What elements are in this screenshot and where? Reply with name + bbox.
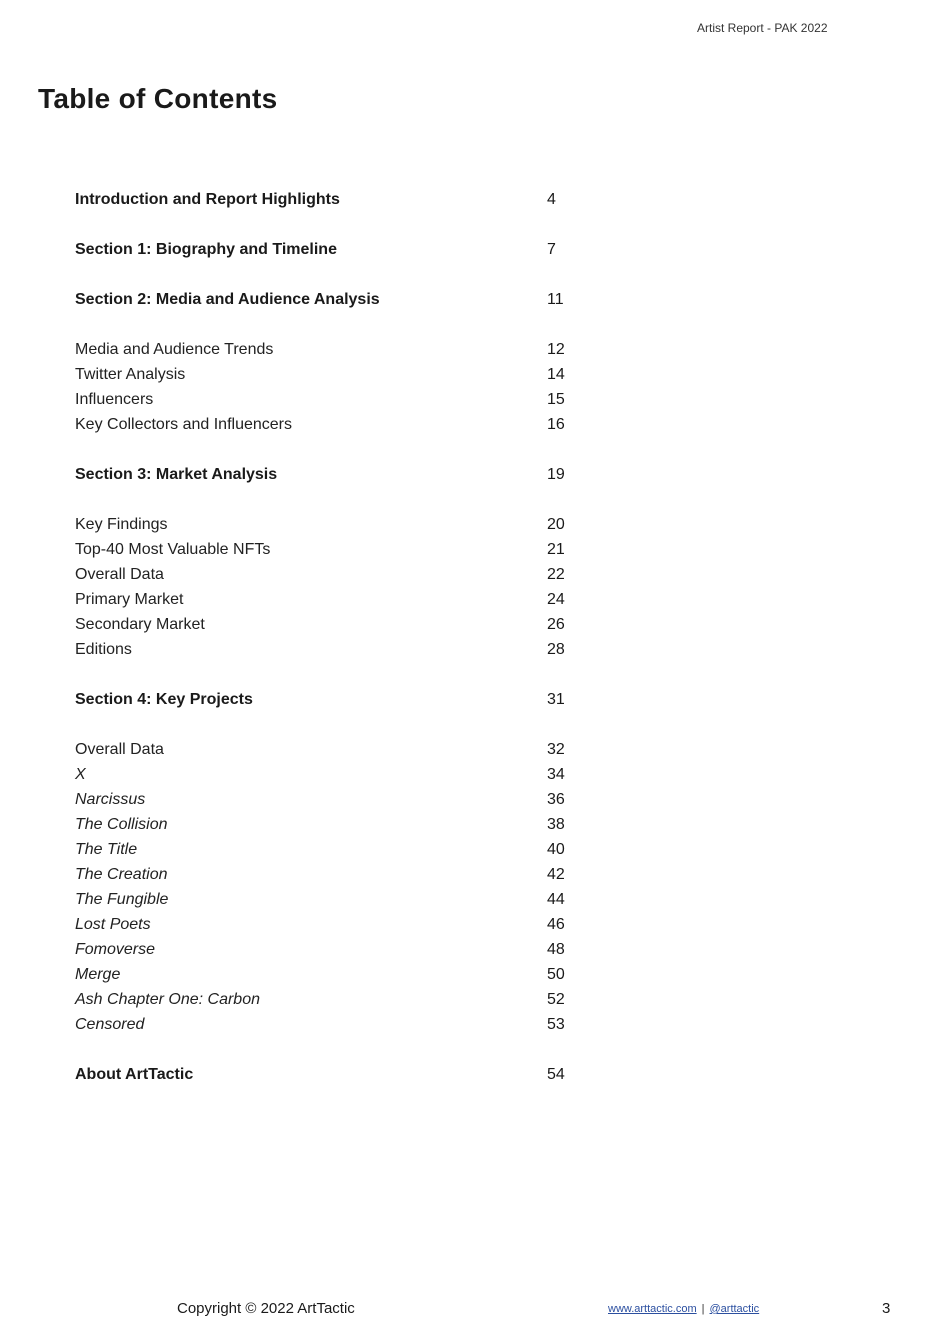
footer-separator: | xyxy=(701,1303,705,1315)
website-link[interactable]: www.arttactic.com xyxy=(608,1303,697,1315)
toc-entry-page: 4 xyxy=(547,191,556,208)
toc-entry-about-arttactic[interactable] xyxy=(75,1064,595,1089)
toc-entry-the-collision[interactable] xyxy=(75,814,595,839)
toc-entry-page: 46 xyxy=(547,916,565,933)
toc-entry-page: 52 xyxy=(547,991,565,1008)
toc-entry-label: Media and Audience Trends xyxy=(75,341,274,358)
toc-entry-label: Influencers xyxy=(75,391,154,408)
toc-entry-page: 12 xyxy=(547,341,565,358)
toc-entry-top-40[interactable] xyxy=(75,539,595,564)
toc-entry-section-3[interactable] xyxy=(75,464,595,489)
toc-entry-label: Secondary Market xyxy=(75,616,205,633)
toc-entry-overall-data-projects[interactable] xyxy=(75,739,595,764)
toc-entry-page: 40 xyxy=(547,841,565,858)
toc-entry-label: The Fungible xyxy=(75,891,169,908)
toc-entry-page: 42 xyxy=(547,866,565,883)
footer-links xyxy=(608,1303,759,1315)
toc-entry-label: Overall Data xyxy=(75,741,164,758)
toc-entry-label: Key Findings xyxy=(75,516,168,533)
toc-entry-label: Introduction and Report Highlights xyxy=(75,191,340,208)
toc-entry-section-2[interactable] xyxy=(75,289,595,314)
toc-entry-page: 20 xyxy=(547,516,565,533)
running-header: Artist Report - PAK 2022 xyxy=(697,21,828,35)
toc-entry-editions[interactable] xyxy=(75,639,595,664)
toc-entry-section-1[interactable] xyxy=(75,239,595,264)
toc-entry-label: Narcissus xyxy=(75,791,146,808)
toc-entry-page: 11 xyxy=(547,291,564,308)
toc-entry-fomoverse[interactable] xyxy=(75,939,595,964)
toc-entry-page: 48 xyxy=(547,941,565,958)
toc-entry-label: About ArtTactic xyxy=(75,1066,194,1083)
toc-entry-page: 53 xyxy=(547,1016,565,1033)
toc-entry-page: 36 xyxy=(547,791,565,808)
toc-entry-label: Section 2: Media and Audience Analysis xyxy=(75,291,380,308)
toc-entry-narcissus[interactable] xyxy=(75,789,595,814)
toc-entry-label: Top-40 Most Valuable NFTs xyxy=(75,541,271,558)
toc-entry-label: Section 4: Key Projects xyxy=(75,691,253,708)
toc-entry-key-collectors[interactable] xyxy=(75,414,595,439)
toc-entry-censored[interactable] xyxy=(75,1014,595,1039)
toc-entry-label: The Creation xyxy=(75,866,168,883)
toc-entry-page: 14 xyxy=(547,366,565,383)
toc-entry-label: Lost Poets xyxy=(75,916,151,933)
toc-entry-section-4[interactable] xyxy=(75,689,595,714)
toc-entry-page: 31 xyxy=(547,691,565,708)
toc-entry-page: 26 xyxy=(547,616,565,633)
toc-entry-page: 34 xyxy=(547,766,565,783)
toc-entry-label: Section 1: Biography and Timeline xyxy=(75,241,337,258)
toc-entry-page: 28 xyxy=(547,641,565,658)
toc-entry-label: Key Collectors and Influencers xyxy=(75,416,292,433)
toc-entry-page: 16 xyxy=(547,416,565,433)
toc-entry-key-findings[interactable] xyxy=(75,514,595,539)
toc-entry-twitter-analysis[interactable] xyxy=(75,364,595,389)
toc-entry-page: 44 xyxy=(547,891,565,908)
toc-entry-label: The Collision xyxy=(75,816,168,833)
toc-entry-page: 21 xyxy=(547,541,565,558)
toc-entry-label: The Title xyxy=(75,841,138,858)
toc-entry-label: Overall Data xyxy=(75,566,164,583)
toc-entry-the-title[interactable] xyxy=(75,839,595,864)
toc-entry-primary-market[interactable] xyxy=(75,589,595,614)
toc-entry-page: 32 xyxy=(547,741,565,758)
toc-entry-label: Ash Chapter One: Carbon xyxy=(75,991,260,1008)
toc-entry-merge[interactable] xyxy=(75,964,595,989)
toc-entry-secondary-market[interactable] xyxy=(75,614,595,639)
toc-entry-label: Editions xyxy=(75,641,132,658)
toc-entry-label: X xyxy=(75,766,86,783)
toc-entry-label: Merge xyxy=(75,966,121,983)
toc-entry-label: Primary Market xyxy=(75,591,184,608)
page-number: 3 xyxy=(882,1300,891,1317)
toc-entry-page: 15 xyxy=(547,391,565,408)
toc-entry-lost-poets[interactable] xyxy=(75,914,595,939)
toc-entry-influencers[interactable] xyxy=(75,389,595,414)
toc-entry-label: Twitter Analysis xyxy=(75,366,186,383)
footer-copyright: Copyright © 2022 ArtTactic xyxy=(177,1300,355,1317)
toc-entry-page: 50 xyxy=(547,966,565,983)
toc-entry-page: 22 xyxy=(547,566,565,583)
toc-entry-label: Fomoverse xyxy=(75,941,156,958)
toc-entry-x[interactable] xyxy=(75,764,595,789)
page-title: Table of Contents xyxy=(38,83,278,114)
toc-entry-page: 38 xyxy=(547,816,565,833)
toc-entry-the-fungible[interactable] xyxy=(75,889,595,914)
toc-entry-page: 24 xyxy=(547,591,565,608)
toc-entry-label: Censored xyxy=(75,1016,145,1033)
toc-entry-introduction[interactable] xyxy=(75,189,595,214)
toc-entry-page: 7 xyxy=(547,241,556,258)
toc-entry-page: 19 xyxy=(547,466,565,483)
toc-entry-the-creation[interactable] xyxy=(75,864,595,889)
social-link[interactable]: @arttactic xyxy=(709,1303,760,1315)
toc-entry-label: Section 3: Market Analysis xyxy=(75,466,278,483)
toc-entry-media-audience-trends[interactable] xyxy=(75,339,595,364)
toc-entry-page: 54 xyxy=(547,1066,565,1083)
toc-entry-overall-data-market[interactable] xyxy=(75,564,595,589)
toc-entry-ash-chapter-one[interactable] xyxy=(75,989,595,1014)
